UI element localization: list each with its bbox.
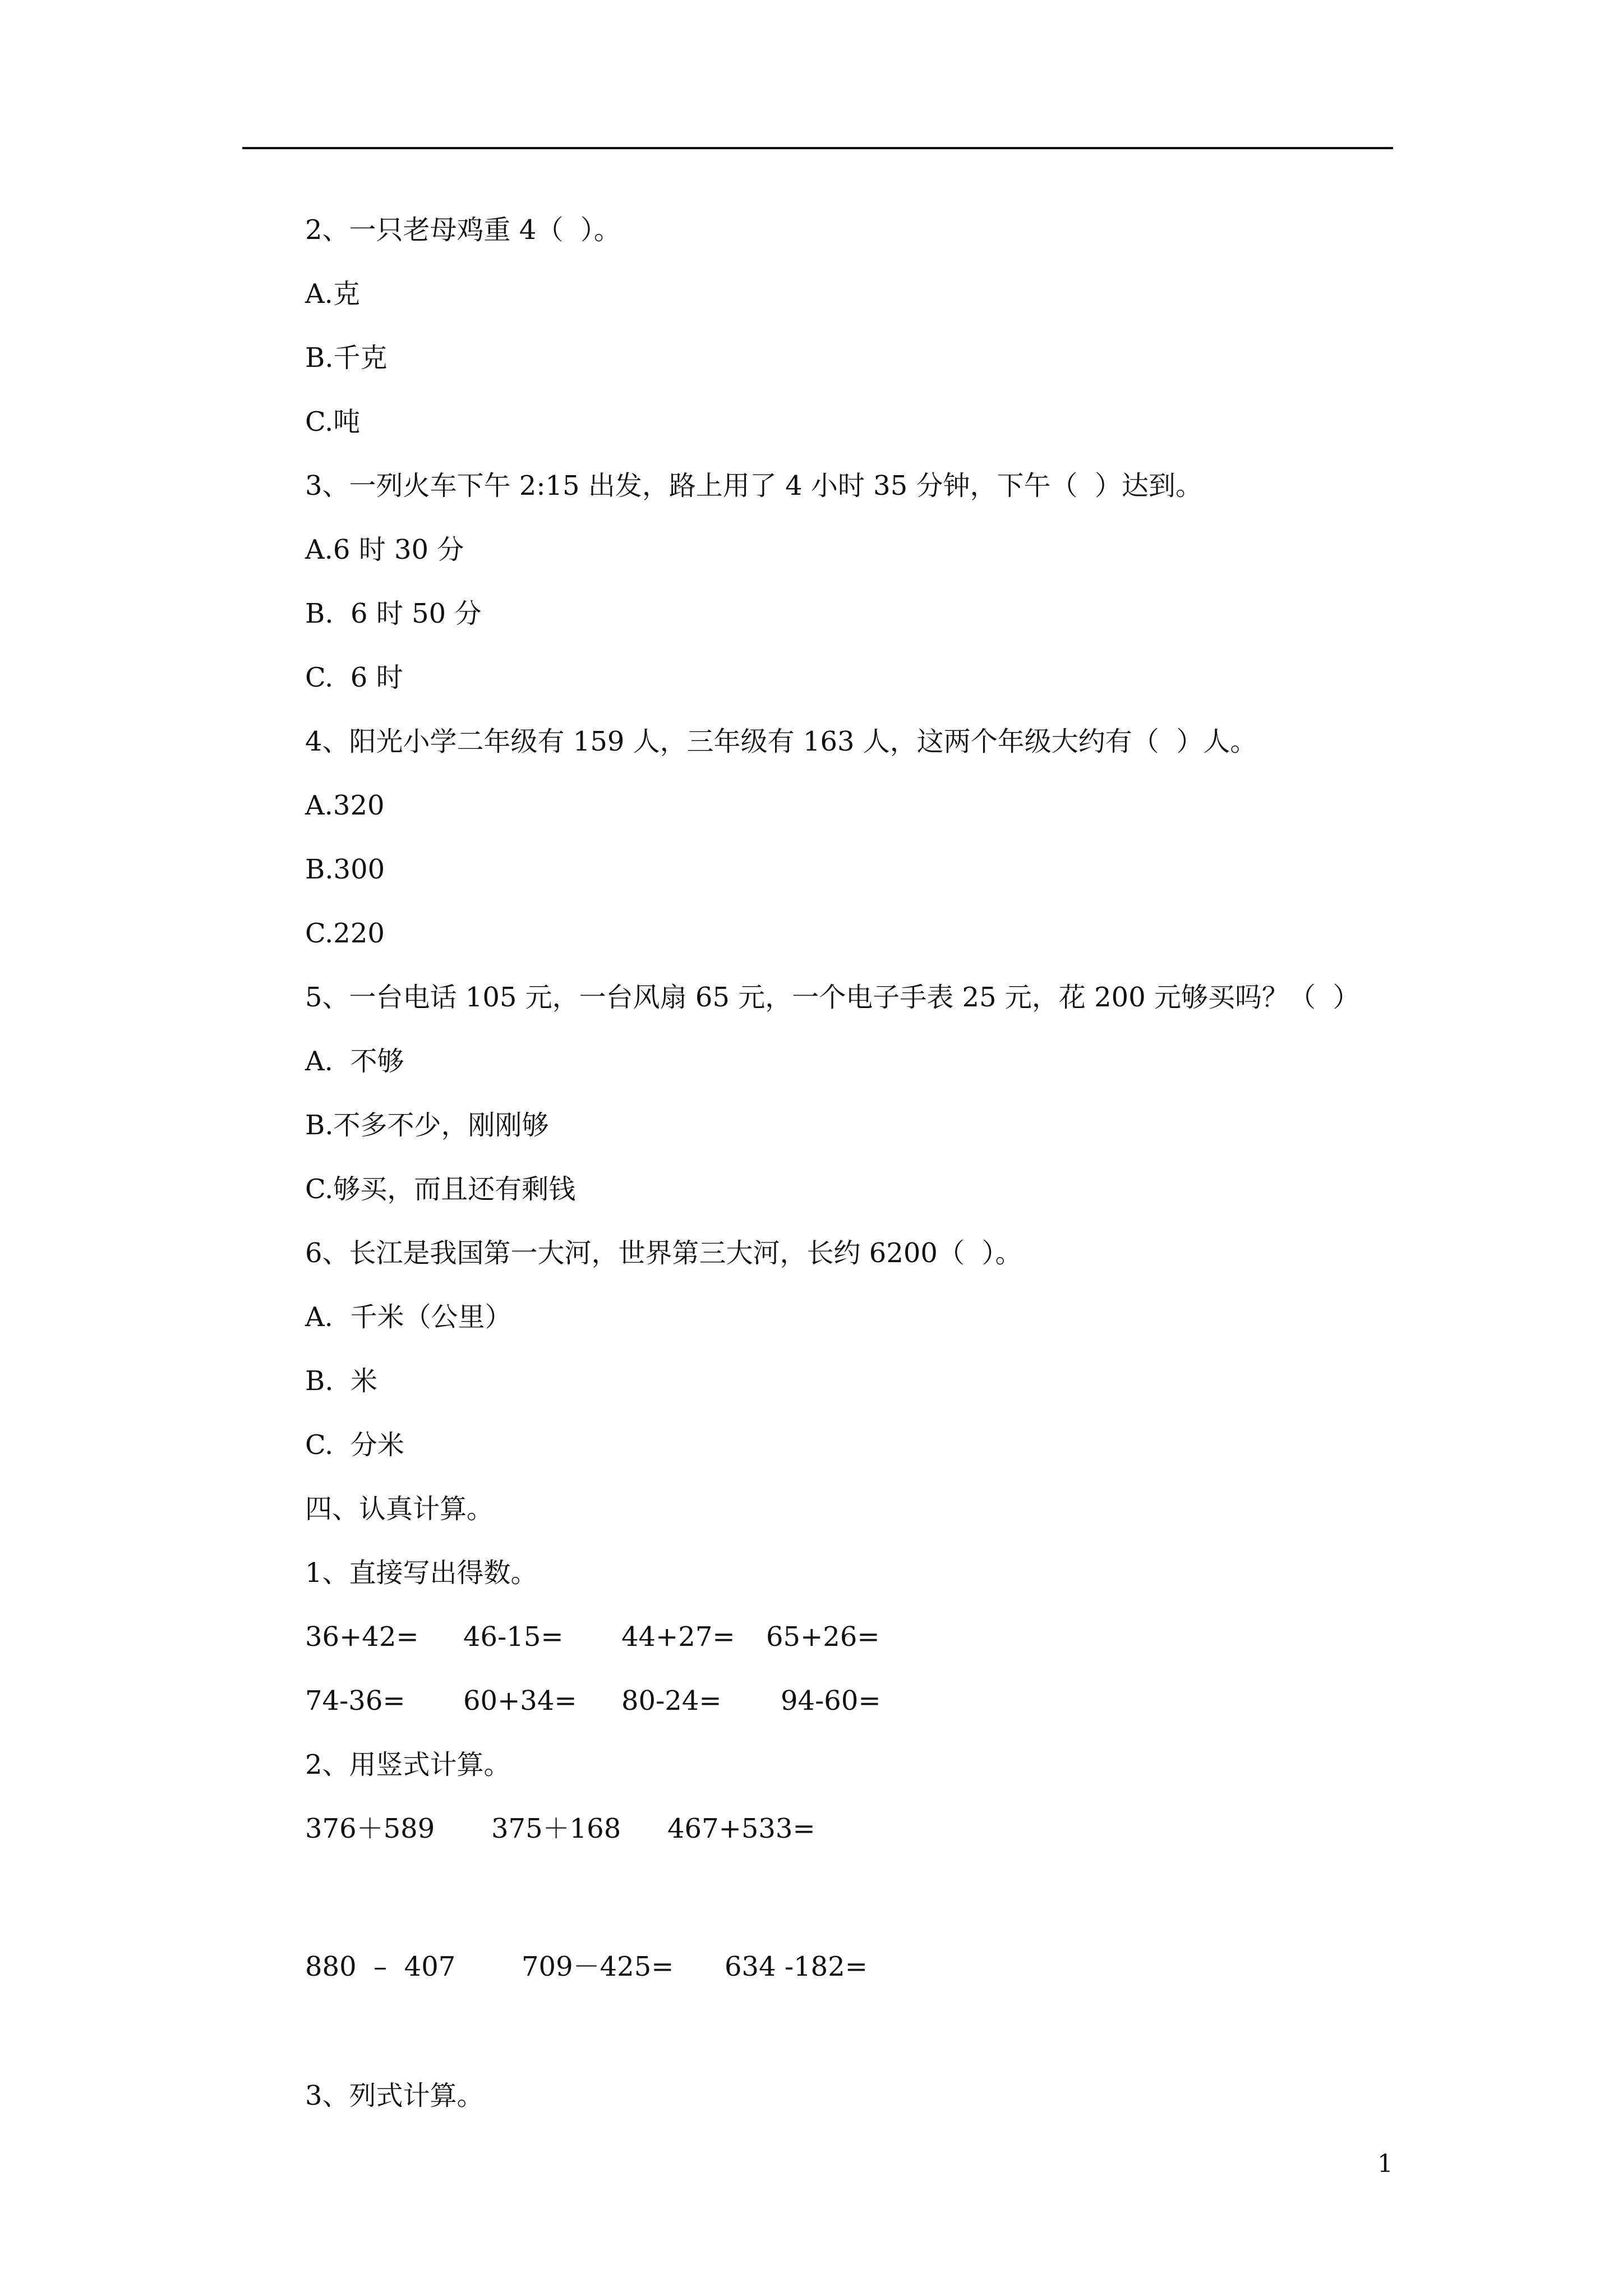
vertical-calc-item: 375＋168 (491, 1813, 621, 1844)
question-2-option-c: C.吨 (305, 406, 361, 438)
calc-item: 60+34= (463, 1685, 577, 1717)
vertical-calc-item: 709－425= (522, 1951, 674, 1982)
vertical-calc-item: 634 -182= (725, 1951, 868, 1982)
question-4-stem: 4、阳光小学二年级有 159 人，三年级有 163 人，这两个年级大约有（ ）人。 (305, 726, 1257, 757)
calc-item: 46-15= (463, 1621, 564, 1653)
question-6-option-a: A. 千米（公里） (305, 1301, 512, 1333)
question-5-option-a: A. 不够 (305, 1046, 404, 1077)
section-4-sub2: 2、用竖式计算。 (305, 1749, 511, 1780)
question-3-option-c: C. 6 时 (305, 662, 403, 693)
calc-item: 94-60= (781, 1685, 881, 1717)
vertical-calc-item: 880 – 407 (305, 1951, 456, 1982)
calc-item: 74-36= (305, 1685, 405, 1717)
question-3-option-a: A.6 时 30 分 (305, 534, 464, 565)
question-2-option-b: B.千克 (305, 342, 388, 374)
question-3-option-b: B. 6 时 50 分 (305, 598, 482, 629)
question-6-stem: 6、长江是我国第一大河，世界第三大河，长约 6200（ ）。 (305, 1237, 1022, 1269)
calc-item: 44+27= (621, 1621, 735, 1653)
question-5-stem: 5、一台电话 105 元，一台风扇 65 元，一个电子手表 25 元，花 200 元够买吗？（ ） (305, 982, 1360, 1013)
question-4-option-c: C.220 (305, 918, 385, 949)
section-4-sub3: 3、列式计算。 (305, 2080, 484, 2111)
section-4-title: 四、认真计算。 (305, 1493, 494, 1525)
question-5-option-c: C.够买，而且还有剩钱 (305, 1174, 576, 1205)
calc-item: 65+26= (766, 1621, 880, 1653)
vertical-calc-item: 376＋589 (305, 1813, 435, 1844)
question-2-stem: 2、一只老母鸡重 4（ ）。 (305, 214, 621, 246)
question-6-option-c: C. 分米 (305, 1429, 404, 1461)
calc-item: 36+42= (305, 1621, 419, 1653)
vertical-calc-item: 467+533= (667, 1813, 815, 1844)
question-4-option-a: A.320 (305, 790, 385, 821)
page-number: 1 (1377, 2150, 1393, 2178)
header-rule (242, 147, 1393, 149)
question-4-option-b: B.300 (305, 854, 385, 885)
question-2-option-a: A.克 (305, 278, 360, 310)
section-4-sub1: 1、直接写出得数。 (305, 1557, 538, 1589)
question-6-option-b: B. 米 (305, 1365, 378, 1397)
calc-item: 80-24= (621, 1685, 722, 1717)
question-3-stem: 3、一列火车下午 2:15 出发，路上用了 4 小时 35 分钟，下午（ ）达到。 (305, 470, 1203, 501)
question-5-option-b: B.不多不少，刚刚够 (305, 1110, 549, 1141)
